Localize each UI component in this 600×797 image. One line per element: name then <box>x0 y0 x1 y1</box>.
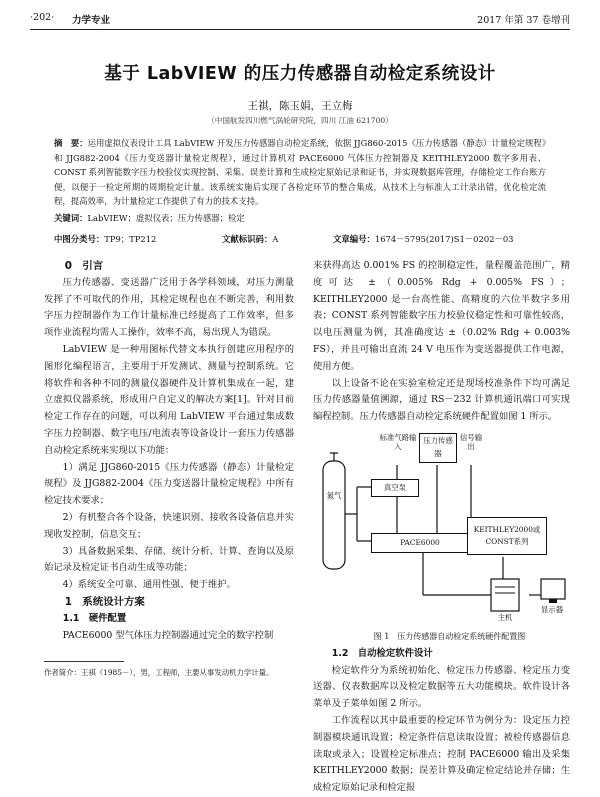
header-rule <box>30 29 570 30</box>
list-item: 1）满足 JJG860-2015《压力传感器（静态）计量检定规程》及 JJG882-2004《压力变送器计量检定规程》中所有检定技术要求； <box>44 461 294 507</box>
abstract-text: 运用虚拟仪表设计工具 LabVIEW 开发压力传感器自动检定系统，依据 JJG860-2015《压力传感器（静态）计量检定规程》和 JJG882-2004《压力变送器计量检定规程》，通过计算机对 PACE6000 气体压力控制器及 KEITHLEY2000 数字多用表、CONST 系列智能数字压力校验仪实现控制、采集、误差计算和生成检定原始记录和证书，并实现数据库管理，存储检定工作台账方便，以便于一检定所期的周期检定计量。该系统实施后实现了各检定环节的整合集成，从技术上与标准人工计录出错，优化检定流程，提高效率，为计量检定工作提供了有力的技术支持。 <box>54 138 546 206</box>
vacuum-pump-box: 真空泵 <box>371 479 419 497</box>
subsection-software-title: 1.2 自动检定软件设计 <box>331 647 433 659</box>
affiliation: （中国航发四川燃气涡轮研究院，四川 江油 621700） <box>207 116 393 125</box>
running-header <box>30 12 570 28</box>
display-label: 显示器 <box>540 604 564 614</box>
author-footnote: 作者简介：王祺（1985－），男，工程师，主要从事发动机力学计量。 <box>44 668 274 677</box>
footnote-rule <box>44 661 124 662</box>
paragraph: 检定软件分为系统初始化、检定压力传感器、检定压力变送器、仪表数据库以及检定数据等五大功能模块。软件设计各菜单及子菜单如图 2 所示。 <box>313 664 570 710</box>
left-column <box>44 258 294 644</box>
right-column <box>313 258 570 797</box>
keywords-text: LabVIEW；虚拟仪表；压力传感器；检定 <box>87 213 245 223</box>
clc-number: 中图分类号：TP9；TP212 <box>54 234 157 244</box>
paragraph: 来获得高达 0.001% FS 的控制稳定性，量程覆盖范围广，精度可达 ±（0.005% Rdg + 0.005% FS）；KEITHLEY2000 是一台高性能、高精度的六位半数字多用表；CONST 系列智能数字压力校验仪稳定性和可靠性较高，以电压测量为例，其准确度达 ±（0.02% Rdg + 0.003% FS），并且可输出直流 24 V 电压作为变送器提供工作电源，使用方便。 <box>313 260 570 372</box>
page-number: ·202· <box>30 12 55 23</box>
figure-caption: 图 1 压力传感器自动检定系统硬件配置图 <box>373 631 526 641</box>
host-label: 主机 <box>497 612 513 622</box>
article-number: 文章编号：1674－5795(2017)S1－0202－03 <box>333 234 514 244</box>
section-introduction-title: 0 引言 <box>64 260 104 272</box>
list-item: 2）有机整合各个设备，快速识别、接收各设备信息并实现收发控制，信息交互； <box>44 511 294 540</box>
gas-cylinder-shape <box>323 461 345 569</box>
gas-source-label: 氮气 <box>326 490 342 500</box>
section-design-title: 1 系统设计方案 <box>64 595 145 608</box>
list-item: 3）具备数据采集、存储、统计分析、计算、查询以及原始记录及检定证书自动生成等功能； <box>44 545 294 574</box>
pace6000-box: PACE6000 <box>371 533 469 553</box>
paragraph: 以上设备不论在实验室检定还是现场校准条件下均可满足压力传感器量值溯源，通过 RS－232 计算机通讯端口可实现编程控制。压力传感器自动检定系统硬件配置如图 1 所示。 <box>313 377 570 423</box>
list-item: 4）系统安全可靠、通用性强、便于维护。 <box>62 579 236 591</box>
abstract-label: 摘 要： <box>54 138 88 148</box>
journal-section: 力学专业 <box>72 15 111 26</box>
document-code: 文献标识码：A <box>222 234 279 244</box>
sensor-box: 压力传感器 <box>419 433 457 463</box>
keywords-label: 关键词： <box>54 213 88 223</box>
keithley-const-box: KEITHLEY2000或CONST系列 <box>467 517 547 555</box>
keywords <box>54 212 546 224</box>
authors: 王祺，陈玉娟，王立梅 <box>247 100 353 112</box>
paragraph: 工作流程以其中最重要的检定环节为例分为：设定压力控制器模块通讯设置；检定条件信息读取设置；被检传感器信息读取或录入；设置检定标准点；控制 PACE6000 输出及采集 KEITHLEY2000 数据；误差计算及确定检定结论并存储；生成检定原始记录和检定报 <box>313 714 570 794</box>
abstract <box>54 136 546 209</box>
signal-output-label: 信号输出 <box>459 432 483 451</box>
subsection-hardware-title: 1.1 硬件配置 <box>62 612 127 624</box>
paragraph: LabVIEW 是一种用图标代替文本执行创建应用程序的图形化编程语言，主要用于开发测试、测量与控制系统。它将软件和各种不同的测量仪器硬件及计算机集成在一起，建立虚拟仪器系统，形成用户自定义的解决方案[1]。针对目前检定工作存在的问题，可以利用 LabVIEW 平台通过集成数字压力控制器、数字电压/电流表等设备设计一套压力传感器自动检定系统来实现以下功能： <box>44 343 294 456</box>
paper-title: 基于 LabVIEW 的压力传感器自动检定系统设计 <box>104 64 496 84</box>
std-input-label: 标准气路输入 <box>379 432 417 451</box>
paragraph: PACE6000 型气体压力控制器通过完全的数字控制 <box>62 629 274 641</box>
hardware-diagram <box>313 429 570 629</box>
paragraph: 压力传感器、变送器广泛用于各学科领域，对压力测量发挥了不可取代的作用，其检定规程也在不断完善，利用数字压力控制器作为工作计量标准已经提高了工作效率，但多项作业流程均需人工操作，效率不高，易出现人为错误。 <box>44 276 294 339</box>
issue-info: 2017 年第 37 卷增刊 <box>477 15 570 26</box>
